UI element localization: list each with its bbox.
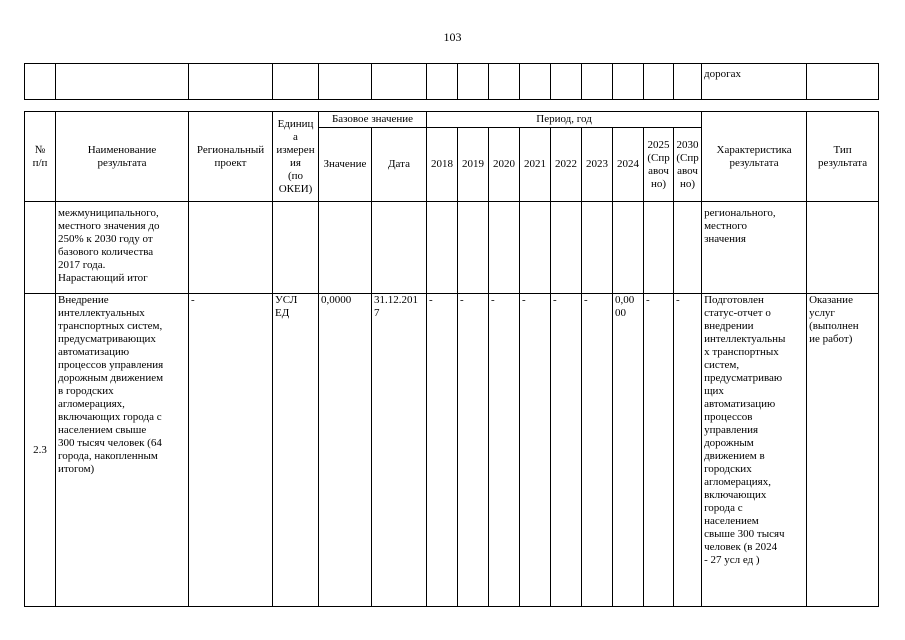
cell: [613, 202, 644, 294]
cell: [458, 202, 489, 294]
row-2025: -: [644, 294, 674, 607]
page-number: 103: [443, 30, 462, 44]
header-type: Тип результата: [807, 112, 879, 202]
cell: [551, 64, 582, 100]
row-base-date: 31.12.201 7: [372, 294, 427, 607]
cell: [319, 64, 372, 100]
continuation-characteristic: регионального, местного значения: [702, 202, 807, 294]
header-base-value-sub: Значение: [319, 128, 372, 202]
header-year: 2023: [582, 128, 613, 202]
cell: [489, 202, 520, 294]
cell: [551, 202, 582, 294]
characteristic-cell: дорогах: [702, 64, 807, 100]
cell: [674, 64, 702, 100]
header-year: 2020: [489, 128, 520, 202]
cell: [582, 202, 613, 294]
results-table: [24, 111, 879, 607]
header-characteristic: Характеристика результата: [702, 112, 807, 202]
header-project: Региональный проект: [189, 112, 273, 202]
header-year: 2021: [520, 128, 551, 202]
cell: [613, 64, 644, 100]
header-name: Наименование результата: [56, 112, 189, 202]
header-period: Период, год: [427, 112, 702, 128]
cell: [458, 64, 489, 100]
cell: [489, 64, 520, 100]
row-unit: УСЛ ЕД: [273, 294, 319, 607]
cell: [25, 64, 56, 100]
header-unit: Единиц а измерен ия (по ОКЕИ): [273, 112, 319, 202]
header-year: 2019: [458, 128, 489, 202]
cell: [189, 64, 273, 100]
cell: [372, 64, 427, 100]
row-2019: -: [458, 294, 489, 607]
cell: [644, 202, 674, 294]
header-num: № п/п: [25, 112, 56, 202]
row-base-value: 0,0000: [319, 294, 372, 607]
cell: [644, 64, 674, 100]
row-2030: -: [674, 294, 702, 607]
row-2022: -: [551, 294, 582, 607]
row-name: Внедрение интеллектуальных транспортных систем, предусматривающих автоматизацию процессов управления дорожным движением в городских агломерациях, включающих города с населением свыше 300 тысяч человек (64 города, накопленным итогом): [56, 294, 189, 607]
cell: [520, 64, 551, 100]
cell: [807, 64, 879, 100]
row-2018: -: [427, 294, 458, 607]
row-project: -: [189, 294, 273, 607]
cell: [273, 202, 319, 294]
row-type: Оказание услуг (выполнен ие работ): [807, 294, 879, 607]
header-year: 2024: [613, 128, 644, 202]
row-2021: -: [520, 294, 551, 607]
continuation-name: межмуниципального, местного значения до 250% к 2030 году от базового количества 2017 года. Нарастающий итог: [56, 202, 189, 294]
header-year: 2022: [551, 128, 582, 202]
cell: [319, 202, 372, 294]
cell: [582, 64, 613, 100]
row-2020: -: [489, 294, 520, 607]
cell: [427, 202, 458, 294]
row-number: 2.3: [25, 294, 56, 607]
row-2024: 0,00 00: [613, 294, 644, 607]
cell: [674, 202, 702, 294]
cell: [189, 202, 273, 294]
header-base-value: Базовое значение: [319, 112, 427, 128]
table-row: [25, 294, 879, 607]
cell: [56, 64, 189, 100]
cell: [372, 202, 427, 294]
header-year: 2018: [427, 128, 458, 202]
cell: [520, 202, 551, 294]
header-year-2025: 2025 (Спр авоч но): [644, 128, 674, 202]
cell: [25, 202, 56, 294]
header-base-date-sub: Дата: [372, 128, 427, 202]
table-row: [25, 202, 879, 294]
row-characteristic: Подготовлен статус-отчет о внедрении интеллектуальны х транспортных систем, предусматриваю щих автоматизацию процессов управления дорожным движением в городских агломерациях, включающих города с населением свыше 300 тысяч человек (в 2024 - 27 усл ед ): [702, 294, 807, 607]
cell: [807, 202, 879, 294]
header-year-2030: 2030 (Спр авоч но): [674, 128, 702, 202]
cell: [273, 64, 319, 100]
previous-page-table-continuation: [24, 63, 879, 100]
row-2023: -: [582, 294, 613, 607]
cell: [427, 64, 458, 100]
